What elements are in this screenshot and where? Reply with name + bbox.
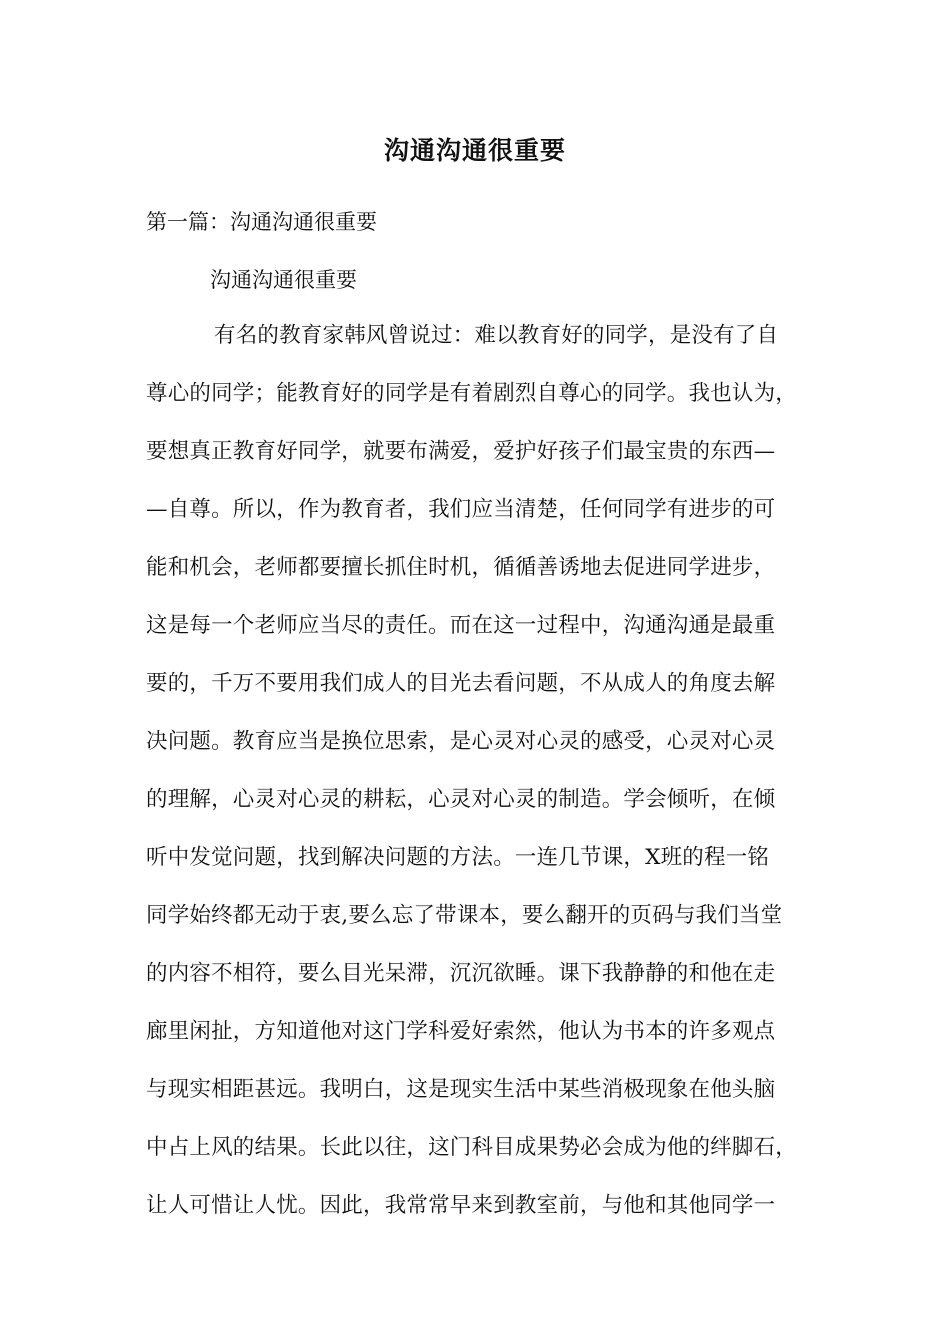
body-line: 要的，千万不要用我们成人的目光去看问题，不从成人的角度去解 — [146, 671, 776, 696]
body-line: —自尊。所以，作为教育者，我们应当清楚，任何同学有进步的可 — [146, 497, 776, 522]
body-text — [146, 318, 826, 1246]
body-line: 让人可惜让人忧。因此，我常常早来到教室前，与他和其他同学一 — [146, 1193, 776, 1218]
body-line: 与现实相距甚远。我明白，这是现实生活中某些消极现象在他头脑 — [146, 1077, 776, 1102]
article-subtitle: 沟通沟通很重要 — [210, 268, 357, 292]
body-line: 能和机会，老师都要擅长抓住时机，循循善诱地去促进同学进步， — [146, 555, 776, 580]
section-heading: 第一篇：沟通沟通很重要 — [146, 210, 377, 234]
body-line: 要想真正教育好同学，就要布满爱，爱护好孩子们最宝贵的东西— — [146, 439, 776, 464]
body-line: 中占上风的结果。长此以往，这门科目成果势必会成为他的绊脚石， — [146, 1135, 798, 1160]
body-line: 的内容不相符，要么目光呆滞，沉沉欲睡。课下我静静的和他在走 — [146, 961, 776, 986]
body-line: 听中发觉问题，找到解决问题的方法。一连几节课，X班的程一铭 — [146, 845, 770, 870]
body-line: 的理解，心灵对心灵的耕耘，心灵对心灵的制造。学会倾听，在倾 — [146, 787, 776, 812]
document-title: 沟通沟通很重要 — [383, 136, 566, 165]
body-line: 决问题。教育应当是换位思索，是心灵对心灵的感受，心灵对心灵 — [146, 729, 776, 754]
body-line: 有名的教育家韩风曾说过：难以教育好的同学，是没有了自 — [214, 323, 779, 348]
body-line: 同学始终都无动于衷,要么忘了带课本，要么翻开的页码与我们当堂 — [146, 903, 783, 928]
body-line: 廊里闲扯，方知道他对这门学科爱好索然，他认为书本的许多观点 — [146, 1019, 776, 1044]
body-line: 这是每一个老师应当尽的责任。而在这一过程中，沟通沟通是最重 — [146, 613, 776, 638]
body-line: 尊心的同学；能教育好的同学是有着剧烈自尊心的同学。我也认为， — [146, 381, 798, 406]
